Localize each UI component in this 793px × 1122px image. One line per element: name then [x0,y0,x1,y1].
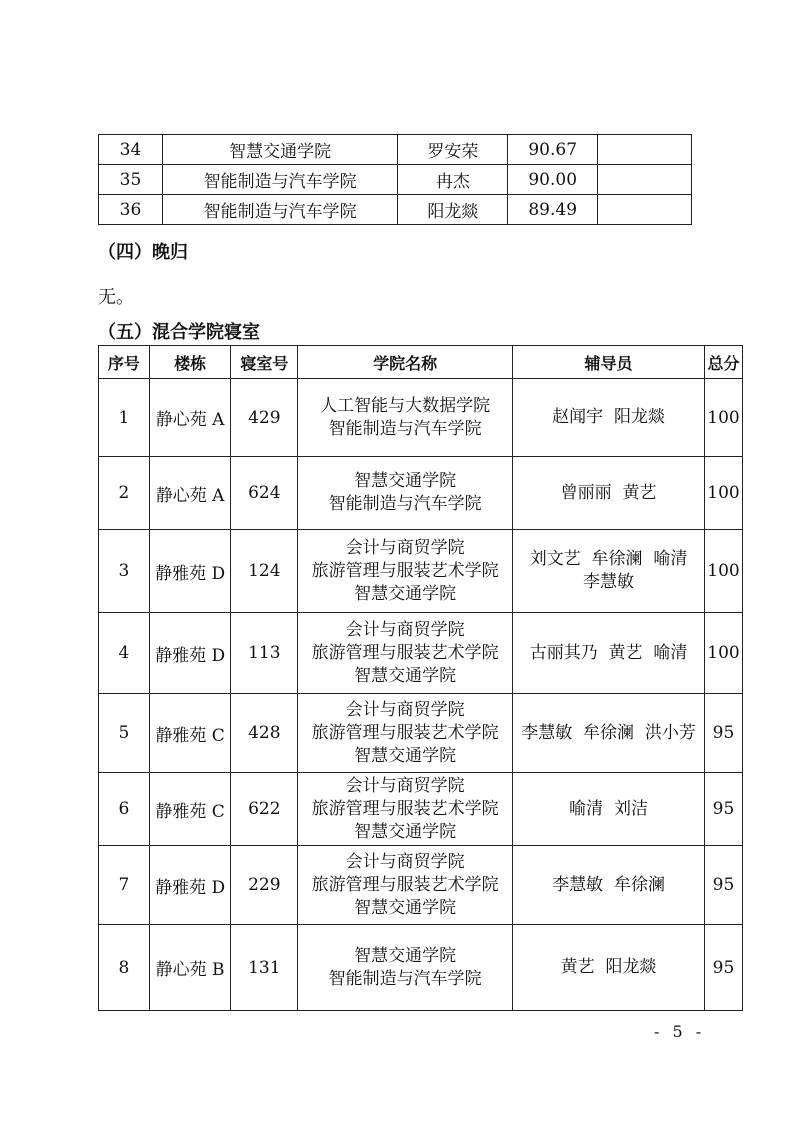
counselors-line: 李慧敏 牟徐澜 洪小芳 [521,722,696,743]
colleges-line: 会计与商贸学院 [345,619,465,640]
colleges-line: 旅游管理与服装艺术学院 [311,874,499,895]
cell-counselors [513,457,705,530]
colleges-line: 旅游管理与服装艺术学院 [311,722,499,743]
cell-room: 429 [231,379,298,457]
cell-no: 7 [99,846,150,925]
colleges-line: 智能制造与汽车学院 [328,494,482,514]
cell-college: 智能制造与汽车学院 [162,165,398,195]
counselors-line: 喻清 刘洁 [569,798,648,819]
colleges-line: 智慧交通学院 [354,665,457,686]
cell-extra [598,165,692,195]
cell-counselors [513,925,705,1011]
colleges-line: 智能制造与汽车学院 [328,968,482,989]
cell-name: 罗安荣 [398,135,508,165]
colleges-line: 会计与商贸学院 [345,775,465,796]
cell-total: 95 [705,773,743,846]
cell-colleges [298,846,513,925]
section-5-title: （五）混合学院寝室 [98,322,260,343]
table-row [99,773,743,846]
cell-building: 静心苑 B [149,925,231,1011]
counselors-line: 李慧敏 [583,572,635,592]
colleges-line: 智慧交通学院 [354,945,457,966]
colleges-line: 智慧交通学院 [354,897,457,918]
cell-total: 100 [705,613,743,694]
colleges-line: 旅游管理与服装艺术学院 [311,798,499,819]
cell-no: 5 [99,694,150,773]
cell-no: 1 [99,379,150,457]
cell-counselors [513,773,705,846]
cell-colleges [298,613,513,694]
cell-no: 6 [99,773,150,846]
cell-no: 35 [99,165,163,195]
cell-extra [598,195,692,225]
cell-total: 95 [705,925,743,1011]
cell-colleges [298,457,513,530]
header-room: 寝室号 [231,346,298,379]
header-counselor: 辅导员 [513,346,705,379]
cell-colleges [298,379,513,457]
cell-building: 静雅苑 D [149,613,231,694]
cell-room: 428 [231,694,298,773]
cell-extra [598,135,692,165]
cell-building: 静雅苑 C [149,694,231,773]
cell-college: 智慧交通学院 [162,135,398,165]
cell-room: 229 [231,846,298,925]
cell-colleges [298,773,513,846]
ranking-table-continued [98,134,692,225]
cell-colleges [298,925,513,1011]
section-4-title: （四）晚归 [98,242,188,263]
colleges-line: 会计与商贸学院 [345,537,465,558]
colleges-line: 智慧交通学院 [354,821,457,842]
page-number: - 5 - [654,1022,706,1041]
table-row [99,457,743,530]
header-building: 楼栋 [149,346,231,379]
colleges-line: 智慧交通学院 [354,583,457,604]
colleges-line: 智能制造与汽车学院 [328,418,482,439]
counselors-line: 刘文艺 牟徐澜 喻清 [529,549,688,569]
cell-counselors [513,846,705,925]
counselors-line: 黄艺 阳龙燚 [560,957,657,977]
cell-total: 95 [705,846,743,925]
cell-counselors [513,613,705,694]
table-row [99,846,743,925]
cell-counselors [513,530,705,613]
section-4-body: 无。 [98,287,134,308]
colleges-line: 人工智能与大数据学院 [320,395,491,416]
cell-score: 89.49 [508,195,598,225]
cell-counselors [513,694,705,773]
colleges-line: 旅游管理与服装艺术学院 [311,642,499,663]
cell-room: 131 [231,925,298,1011]
cell-room: 622 [231,773,298,846]
cell-no: 36 [99,195,163,225]
cell-score: 90.00 [508,165,598,195]
table-row [99,925,743,1011]
counselors-line: 李慧敏 牟徐澜 [552,874,665,895]
table-row [99,165,692,195]
cell-no: 8 [99,925,150,1011]
cell-no: 4 [99,613,150,694]
counselors-line: 曾丽丽 黄艺 [560,482,657,503]
cell-name: 冉杰 [398,165,508,195]
header-total: 总分 [705,346,743,379]
colleges-line: 会计与商贸学院 [345,851,465,872]
cell-colleges [298,694,513,773]
colleges-line: 智慧交通学院 [354,745,457,766]
cell-room: 124 [231,530,298,613]
counselors-line: 赵闻宇 阳龙燚 [552,407,665,427]
table-header-row [99,346,743,379]
cell-room: 113 [231,613,298,694]
cell-building: 静心苑 A [149,457,231,530]
cell-counselors [513,379,705,457]
colleges-line: 智慧交通学院 [354,471,457,491]
table-row [99,530,743,613]
table-row [99,694,743,773]
table-row [99,613,743,694]
cell-building: 静雅苑 D [149,846,231,925]
header-no: 序号 [99,346,150,379]
cell-building: 静雅苑 C [149,773,231,846]
cell-college: 智能制造与汽车学院 [162,195,398,225]
cell-building: 静雅苑 D [149,530,231,613]
cell-colleges [298,530,513,613]
colleges-line: 会计与商贸学院 [345,699,465,720]
cell-total: 100 [705,530,743,613]
colleges-line: 旅游管理与服装艺术学院 [311,560,499,581]
cell-total: 100 [705,457,743,530]
cell-room: 624 [231,457,298,530]
cell-no: 34 [99,135,163,165]
cell-name: 阳龙燚 [398,195,508,225]
counselors-line: 古丽其乃 黄艺 喻清 [529,642,688,663]
table-row [99,379,743,457]
header-college: 学院名称 [298,346,513,379]
cell-total: 100 [705,379,743,457]
mixed-college-dorm-table [98,345,743,1011]
table-row [99,135,692,165]
table-row [99,195,692,225]
cell-no: 3 [99,530,150,613]
cell-building: 静心苑 A [149,379,231,457]
cell-total: 95 [705,694,743,773]
cell-no: 2 [99,457,150,530]
cell-score: 90.67 [508,135,598,165]
